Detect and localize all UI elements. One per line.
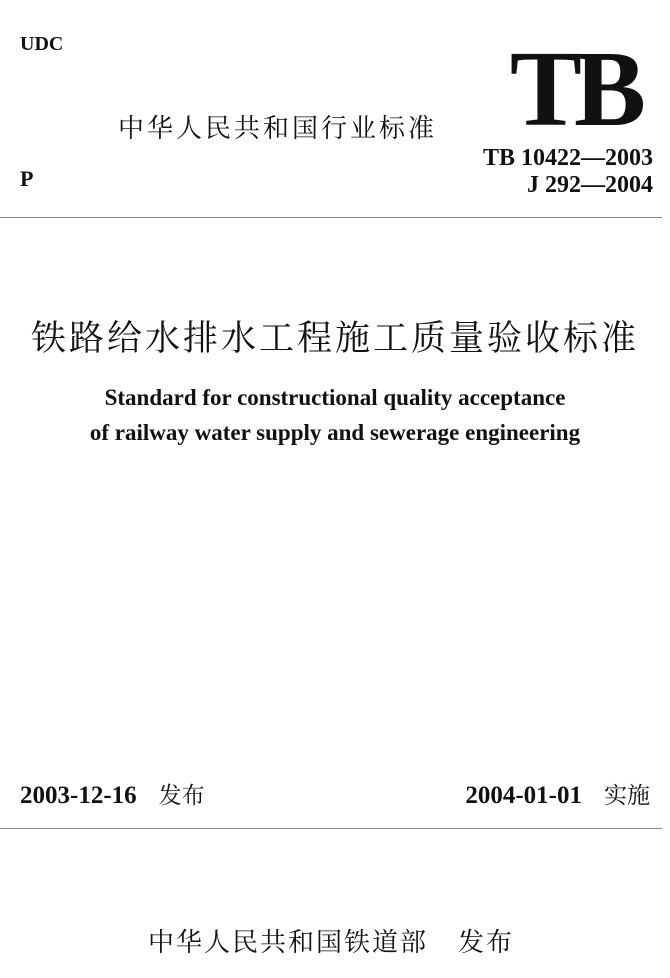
implement-date-block [465, 782, 650, 810]
bottom-divider [0, 828, 662, 829]
issue-label: 发布 [158, 783, 205, 809]
category-code: P [20, 166, 34, 191]
standard-code-j: J 292—2004 [527, 172, 653, 198]
issue-date: 2003-12-16 [20, 782, 137, 809]
implement-date: 2004-01-01 [465, 782, 582, 809]
publisher-name: 中华人民共和国铁道部 [148, 928, 429, 958]
implement-label: 实施 [604, 783, 650, 809]
publisher-block [148, 928, 514, 959]
publisher-label: 发布 [458, 928, 515, 958]
title-english-line-1: Standard for constructional quality acceptance [104, 385, 566, 410]
top-divider [0, 217, 662, 218]
standard-type-heading: 中华人民共和国行业标准 [118, 114, 438, 144]
title-chinese: 铁路给水排水工程施工质量验收标准 [30, 319, 639, 359]
title-english-line-2: of railway water supply and sewerage engineering [89, 420, 581, 445]
title-english [0, 380, 670, 450]
tb-logo: TB [509, 30, 638, 149]
standard-code-tb: TB 10422—2003 [482, 145, 653, 171]
standard-codes [483, 145, 653, 199]
udc-label: UDC [20, 33, 64, 55]
issue-date-block [20, 782, 205, 810]
